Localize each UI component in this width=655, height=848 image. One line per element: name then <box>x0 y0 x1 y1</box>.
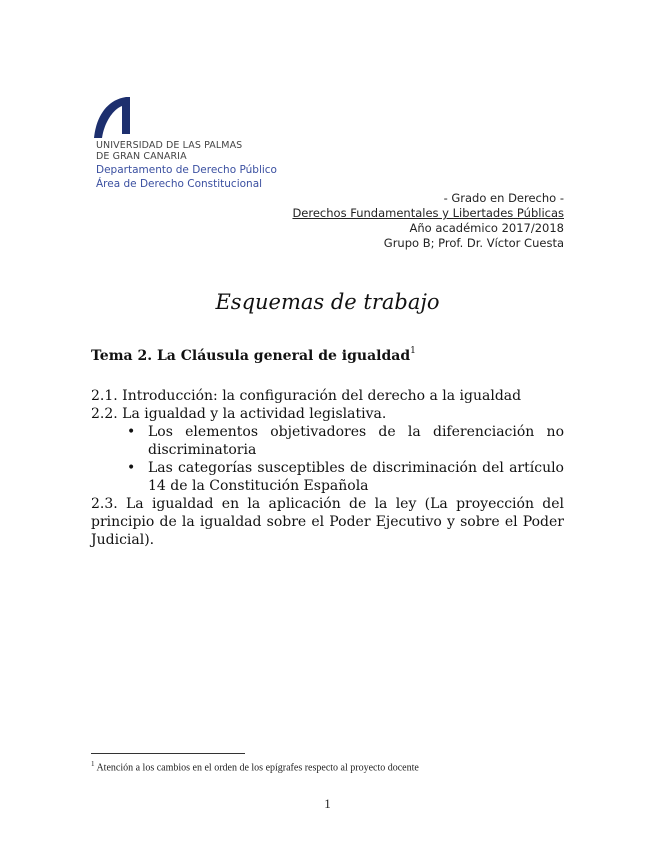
footnote-number: 1 <box>91 760 95 768</box>
page-number: 1 <box>324 796 331 811</box>
university-name-line1: UNIVERSIDAD DE LAS PALMAS <box>96 140 243 151</box>
footnote-text: Atención a los cambios en el orden de los epígrafes respecto al proyecto docente <box>94 762 419 774</box>
department-block <box>96 164 277 191</box>
tema-heading-text: Tema 2. La Cláusula general de igualdad <box>91 348 411 364</box>
area-name: Área de Derecho Constitucional <box>96 177 263 190</box>
outline-item-2-2: 2.2. La igualdad y la actividad legislativa. <box>91 406 387 422</box>
outline <box>91 387 564 549</box>
bullet-text: Las categorías susceptibles de discriminación del artículo 14 de la Constitución Española <box>148 460 564 494</box>
bullet-icon: • <box>127 460 136 476</box>
list-item <box>127 459 564 495</box>
list-item <box>127 423 564 459</box>
course-subject: Derechos Fundamentales y Libertades Públicas <box>292 206 564 220</box>
footnote-reference[interactable]: 1 <box>410 346 416 356</box>
university-name-line2: DE GRAN CANARIA <box>96 151 187 162</box>
university-name <box>96 140 242 162</box>
university-logo-icon <box>92 94 132 140</box>
department-name: Departamento de Derecho Público <box>96 164 277 176</box>
outline-bullet-list <box>91 423 564 495</box>
course-group: Grupo B; Prof. Dr. Víctor Cuesta <box>383 236 564 250</box>
footnote-separator <box>91 753 245 754</box>
course-info <box>292 191 564 251</box>
tema-heading <box>91 348 416 364</box>
footnote <box>91 760 419 773</box>
bullet-icon: • <box>127 424 136 440</box>
bullet-text: Los elementos objetivadores de la diferenciación no discriminatoria <box>148 424 564 458</box>
page-title: Esquemas de trabajo <box>215 290 440 314</box>
outline-item-2-3: 2.3. La igualdad en la aplicación de la ley (La proyección del principio de la igualdad sobre el Poder Ejecutivo y sobre el Poder Judicial). <box>91 496 564 548</box>
course-year: Año académico 2017/2018 <box>409 221 564 235</box>
outline-item-2-1: 2.1. Introducción: la configuración del derecho a la igualdad <box>91 388 522 404</box>
course-degree: - Grado en Derecho - <box>443 191 564 205</box>
